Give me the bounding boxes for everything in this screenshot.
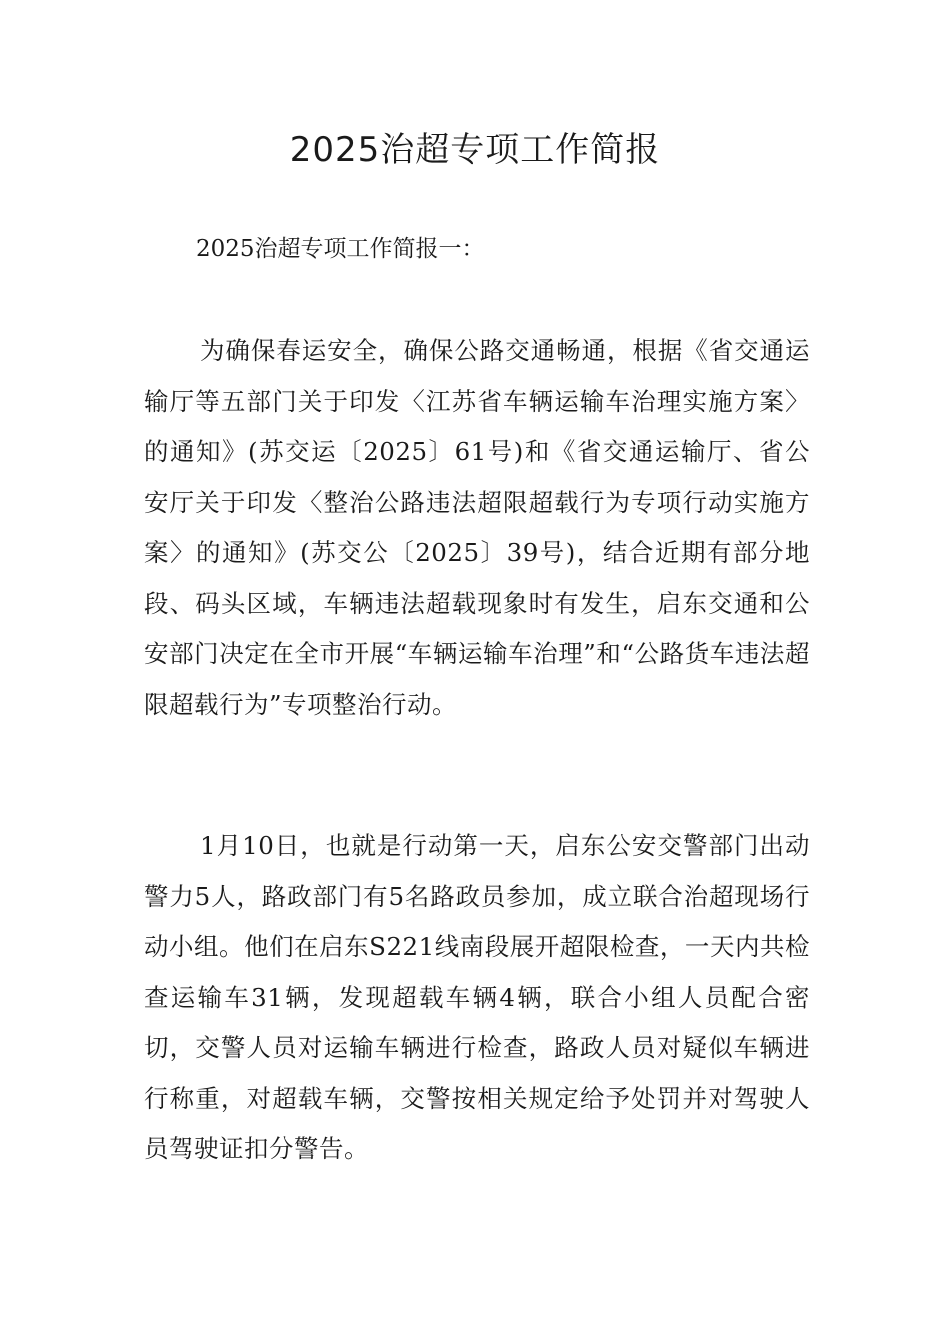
document-title: 2025治超专项工作简报 xyxy=(289,130,661,170)
paragraph-background: 为确保春运安全，确保公路交通畅通，根据《省交通运输厅等五部门关于印发〈江苏省车辆运输车治理实施方案〉的通知》(苏交运〔2025〕61号)和《省交通运输厅、省公安厅关于印发〈整治公路违法超限超载行为专项行动实施方案〉的通知》(苏交公〔2025〕39号)，结合近期有部分地段、码头区域，车辆违法超载现象时有发生，启东交通和公安部门决定在全市开展“车辆运输车治理”和“公路货车违法超限超载行为”专项整治行动。 xyxy=(144,336,810,719)
paragraph-first-day-action: 1月10日，也就是行动第一天，启东公安交警部门出动警力5人，路政部门有5名路政员参加，成立联合治超现场行动小组。他们在启东S221线南段展开超限检查，一天内共检查运输车31辆，发现超载车辆4辆，联合小组人员配合密切，交警人员对运输车辆进行检查，路政人员对疑似车辆进行称重，对超载车辆，交警按相关规定给予处罚并对驾驶人员驾驶证扣分警告。 xyxy=(144,831,810,1163)
document-subtitle: 2025治超专项工作简报一： xyxy=(196,236,485,262)
